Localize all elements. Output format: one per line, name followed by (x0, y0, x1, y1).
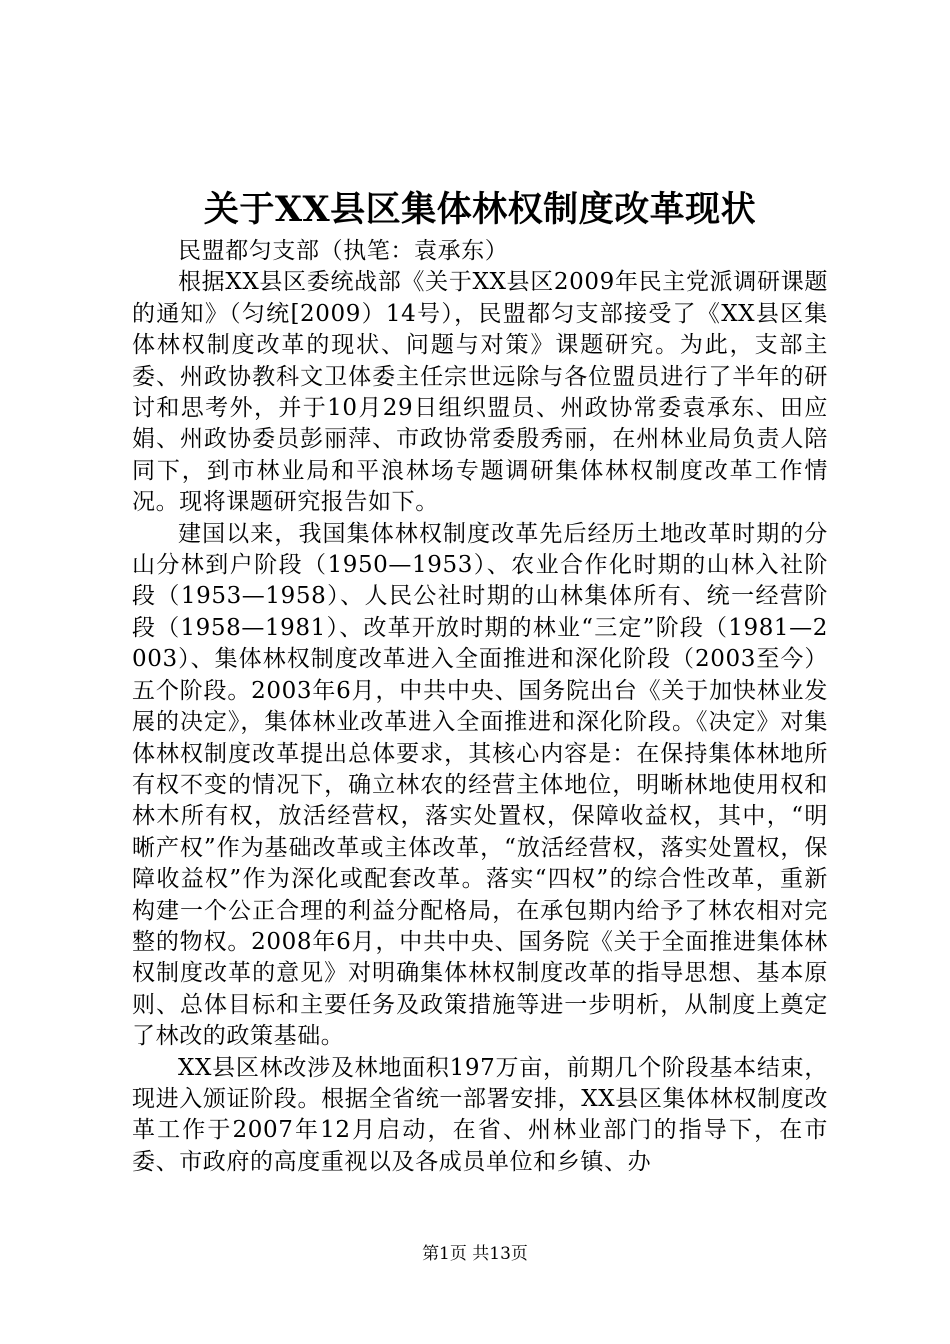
paragraph-status: XX县区林改涉及林地面积197万亩，前期几个阶段基本结束，现进入颁证阶段。根据全省统一部署安排，XX县区集体林权制度改革工作于2007年12月启动，在省、州林业部门的指导下，在市委、市政府的高度重视以及各成员单位和乡镇、办 (132, 1054, 828, 1175)
paragraph-history: 建国以来，我国集体林权制度改革先后经历土地改革时期的分山分林到户阶段（1950—1953）、农业合作化时期的山林入社阶段（1953—1958）、人民公社时期的山林集体所有、统一经营阶段（1958—1981）、改革开放时期的林业“三定”阶段（1981—2003）、集体林权制度改革进入全面推进和深化阶段（2003至今）五个阶段。2003年6月，中共中央、国务院出台《关于加快林业发展的决定》，集体林业改革进入全面推进和深化阶段。《决定》对集体林权制度改革提出总体要求，其核心内容是：在保持集体林地所有权不变的情况下，确立林农的经营主体地位，明晰林地使用权和林木所有权，放活经营权，落实处置权，保障收益权，其中，“明晰产权”作为基础改革或主体改革，“放活经营权，落实处置权，保障收益权”作为深化或配套改革。落实“四权”的综合性改革，重新构建一个公正合理的利益分配格局，在承包期内给予了林农相对完整的物权。2008年6月，中共中央、国务院《关于全面推进集体林权制度改革的意见》对明确集体林权制度改革的指导思想、基本原则、总体目标和主要任务及政策措施等进一步明析，从制度上奠定了林改的政策基础。 (132, 520, 828, 1050)
document-body (132, 236, 828, 1178)
author-line: 民盟都匀支部（执笔：袁承东） (178, 238, 509, 264)
document-page (132, 0, 828, 1344)
paragraph-intro: 根据XX县区委统战部《关于XX县区2009年民主党派调研课题的通知》（匀统[2009）14号），民盟都匀支部接受了《XX县区集体林权制度改革的现状、问题与对策》课题研究。为此，支部主委、州政协教科文卫体委主任宗世远除与各位盟员进行了半年的研讨和思考外，并于10月29日组织盟员、州政协常委袁承东、田应娟、州政协委员彭丽萍、市政协常委殷秀丽，在州林业局负责人陪同下，到市林业局和平浪林场专题调研集体林权制度改革工作情况。现将课题研究报告如下。 (132, 269, 828, 516)
document-title: 关于XX县区集体林权制度改革现状 (203, 189, 757, 230)
page-footer: 第1页 共13页 (422, 1244, 528, 1264)
